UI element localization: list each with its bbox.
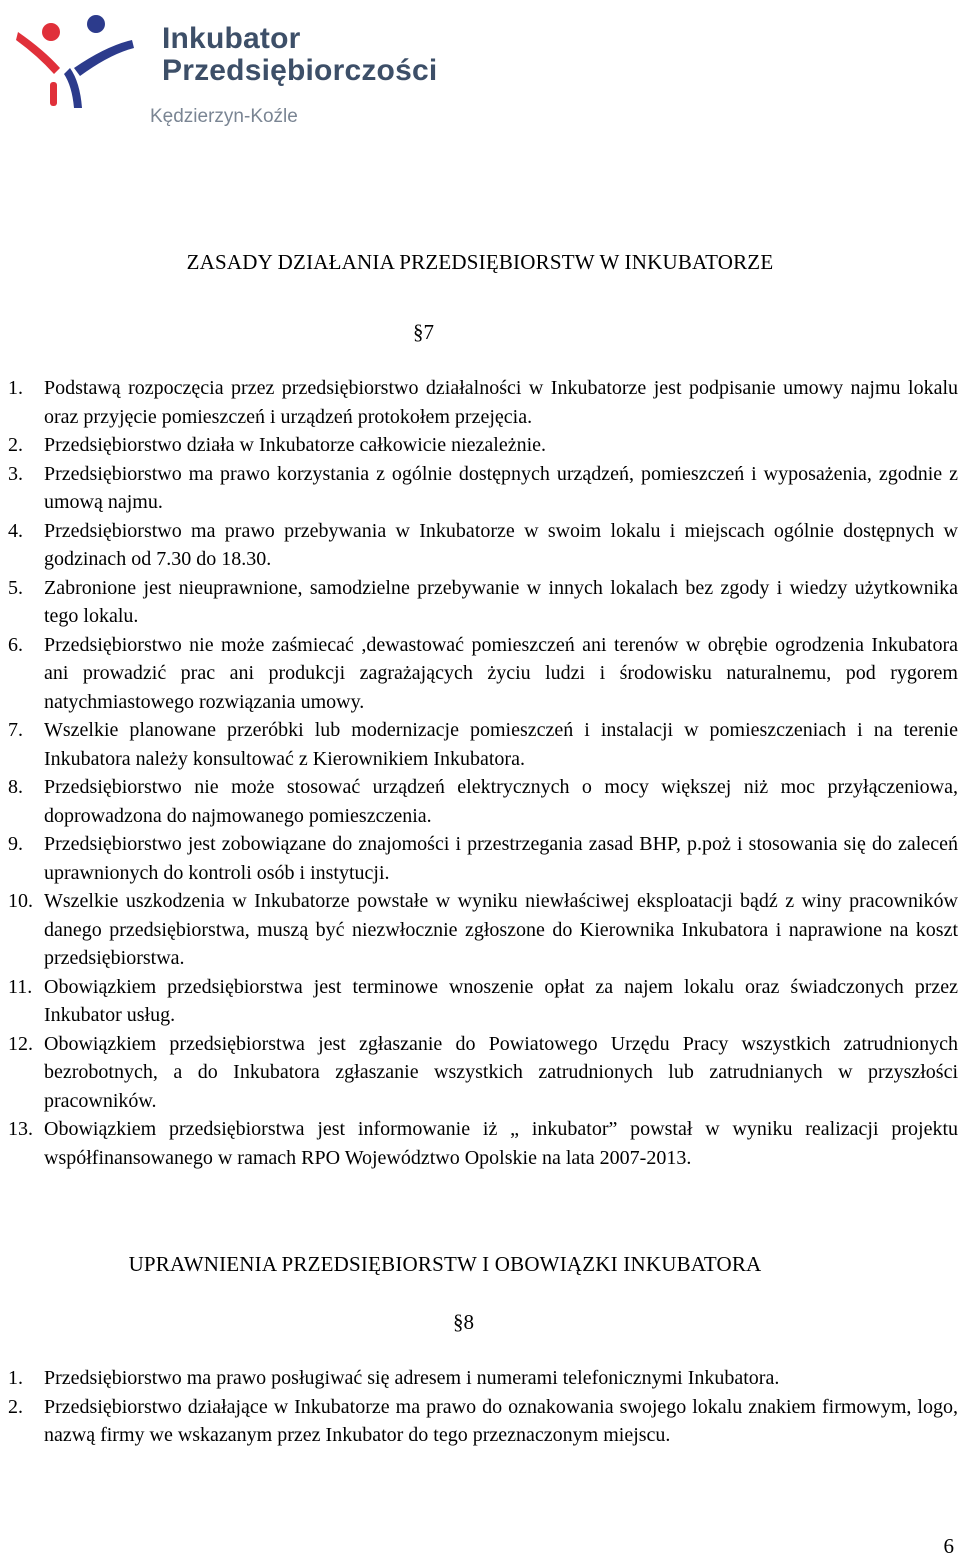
item-number: 3. xyxy=(8,462,23,485)
list-item xyxy=(8,631,958,717)
item-text: Przedsiębiorstwo jest zobowiązane do znajomości i przestrzegania zasad BHP, p.poż i stosowania się do zaleceń uprawnionych do kontroli osób i instytucji. xyxy=(44,833,958,884)
logo-title-line1: Inkubator xyxy=(162,22,301,55)
item-number: 12. xyxy=(8,1032,33,1055)
list-item xyxy=(8,1364,958,1393)
item-number: 7. xyxy=(8,719,23,741)
list-item xyxy=(8,887,958,973)
item-text: Obowiązkiem przedsiębiorstwa jest informowanie iż „ inkubator” powstał w wyniku realizacji projektu współfinansowanego w ramach RPO Województwo Opolskie na lata 2007-2013. xyxy=(44,1118,958,1169)
section8-paragraph-mark: §8 xyxy=(453,1310,474,1334)
list-item xyxy=(8,574,958,631)
list-item xyxy=(8,1030,958,1116)
item-text: Przedsiębiorstwo ma prawo przebywania w Inkubatorze w swoim lokalu i miejscach ogólnie dostępnych w godzinach od 7.30 do 18.30. xyxy=(44,519,958,570)
item-number: 9. xyxy=(8,833,23,855)
item-text: Przedsiębiorstwo ma prawo posługiwać się adresem i numerami telefonicznymi Inkubatora. xyxy=(44,1367,780,1389)
item-text: Wszelkie planowane przeróbki lub modernizacje pomieszczeń i instalacji w pomieszczeniach i na terenie Inkubatora należy konsultować z Kierownikiem Inkubatora. xyxy=(44,719,958,770)
section7-heading: ZASADY DZIAŁANIA PRZEDSIĘBIORSTW W INKUBATORZE xyxy=(186,250,774,274)
list-item xyxy=(8,830,958,887)
section8-heading: UPRAWNIENIA PRZEDSIĘBIORSTW I OBOWIĄZKI INKUBATORA xyxy=(128,1252,762,1276)
item-text: Obowiązkiem przedsiębiorstwa jest zgłaszanie do Powiatowego Urzędu Pracy wszystkich zatrudnionych bezrobotnych, a do Inkubatora zgłaszanie wszystkich zatrudnionych lub zatrudnianych w przyszłości pracowników. xyxy=(44,1032,958,1112)
logo-subtitle: Kędzierzyn-Koźle xyxy=(150,106,298,127)
item-number: 1. xyxy=(8,1367,23,1389)
list-item xyxy=(8,431,958,460)
list-item xyxy=(8,374,958,431)
item-number: 8. xyxy=(8,776,23,798)
item-number: 2. xyxy=(8,434,23,456)
item-number: 6. xyxy=(8,633,23,656)
list-item xyxy=(8,716,958,773)
logo xyxy=(14,10,454,135)
item-text: Obowiązkiem przedsiębiorstwa jest terminowe wnoszenie opłat za najem lokalu oraz świadczonych przez Inkubator usług. xyxy=(44,975,958,1026)
section7-paragraph-mark: §7 xyxy=(413,320,434,344)
item-text: Przedsiębiorstwo działa w Inkubatorze całkowicie niezależnie. xyxy=(44,434,547,456)
list-item xyxy=(8,1393,958,1450)
item-number: 10. xyxy=(8,890,33,912)
section8-list xyxy=(8,1364,958,1450)
logo-title-line2: Przedsiębiorczości xyxy=(162,54,438,87)
item-number: 1. xyxy=(8,377,23,399)
item-text: Przedsiębiorstwo ma prawo korzystania z ogólnie dostępnych urządzeń, pomieszczeń i wyposażenia, zgodnie z umową najmu. xyxy=(44,462,958,513)
item-number: 2. xyxy=(8,1395,23,1418)
item-text: Zabronione jest nieuprawnione, samodzielne przebywanie w innych lokalach bez zgody i wiedzy użytkownika tego lokalu. xyxy=(44,576,958,627)
item-text: Przedsiębiorstwo nie może zaśmiecać ,dewastować pomieszczeń ani terenów w obrębie ogrodzenia Inkubatora ani prowadzić prac ani produkcji zagrażających życiu ludzi i środowisku naturalnemu, pod rygorem natychmiastowego rozwiązania umowy. xyxy=(44,633,958,713)
item-number: 13. xyxy=(8,1118,33,1140)
item-number: 11. xyxy=(8,975,33,998)
item-text: Przedsiębiorstwo nie może stosować urządzeń elektrycznych o mocy większej niż moc przyłączeniowa, doprowadzona do najmowanego pomieszczenia. xyxy=(44,776,958,827)
item-text: Wszelkie uszkodzenia w Inkubatorze powstałe w wyniku niewłaściwej eksploatacji bądź z winy pracowników danego przedsiębiorstwa, muszą być niezwłocznie zgłoszone do Kierownika Inkubatora i naprawione na koszt przedsiębiorstwa. xyxy=(44,890,958,969)
item-text: Podstawą rozpoczęcia przez przedsiębiorstwo działalności w Inkubatorze jest podpisanie umowy najmu lokalu oraz przyjęcie pomieszczeń i urządzeń protokołem przejęcia. xyxy=(44,377,958,428)
list-item xyxy=(8,460,958,517)
list-item xyxy=(8,973,958,1030)
item-number: 5. xyxy=(8,576,23,599)
list-item xyxy=(8,773,958,830)
list-item xyxy=(8,1115,958,1172)
item-text: Przedsiębiorstwo działające w Inkubatorze ma prawo do oznakowania swojego lokalu znakiem firmowym, logo, nazwą firmy we wskazanym przez Inkubator do tego przeznaczonym miejscu. xyxy=(44,1395,958,1446)
page-number: 6 xyxy=(943,1534,954,1558)
item-number: 4. xyxy=(8,519,23,542)
section7-list xyxy=(8,374,958,1172)
list-item xyxy=(8,517,958,574)
logo-mark-icon xyxy=(14,10,144,120)
